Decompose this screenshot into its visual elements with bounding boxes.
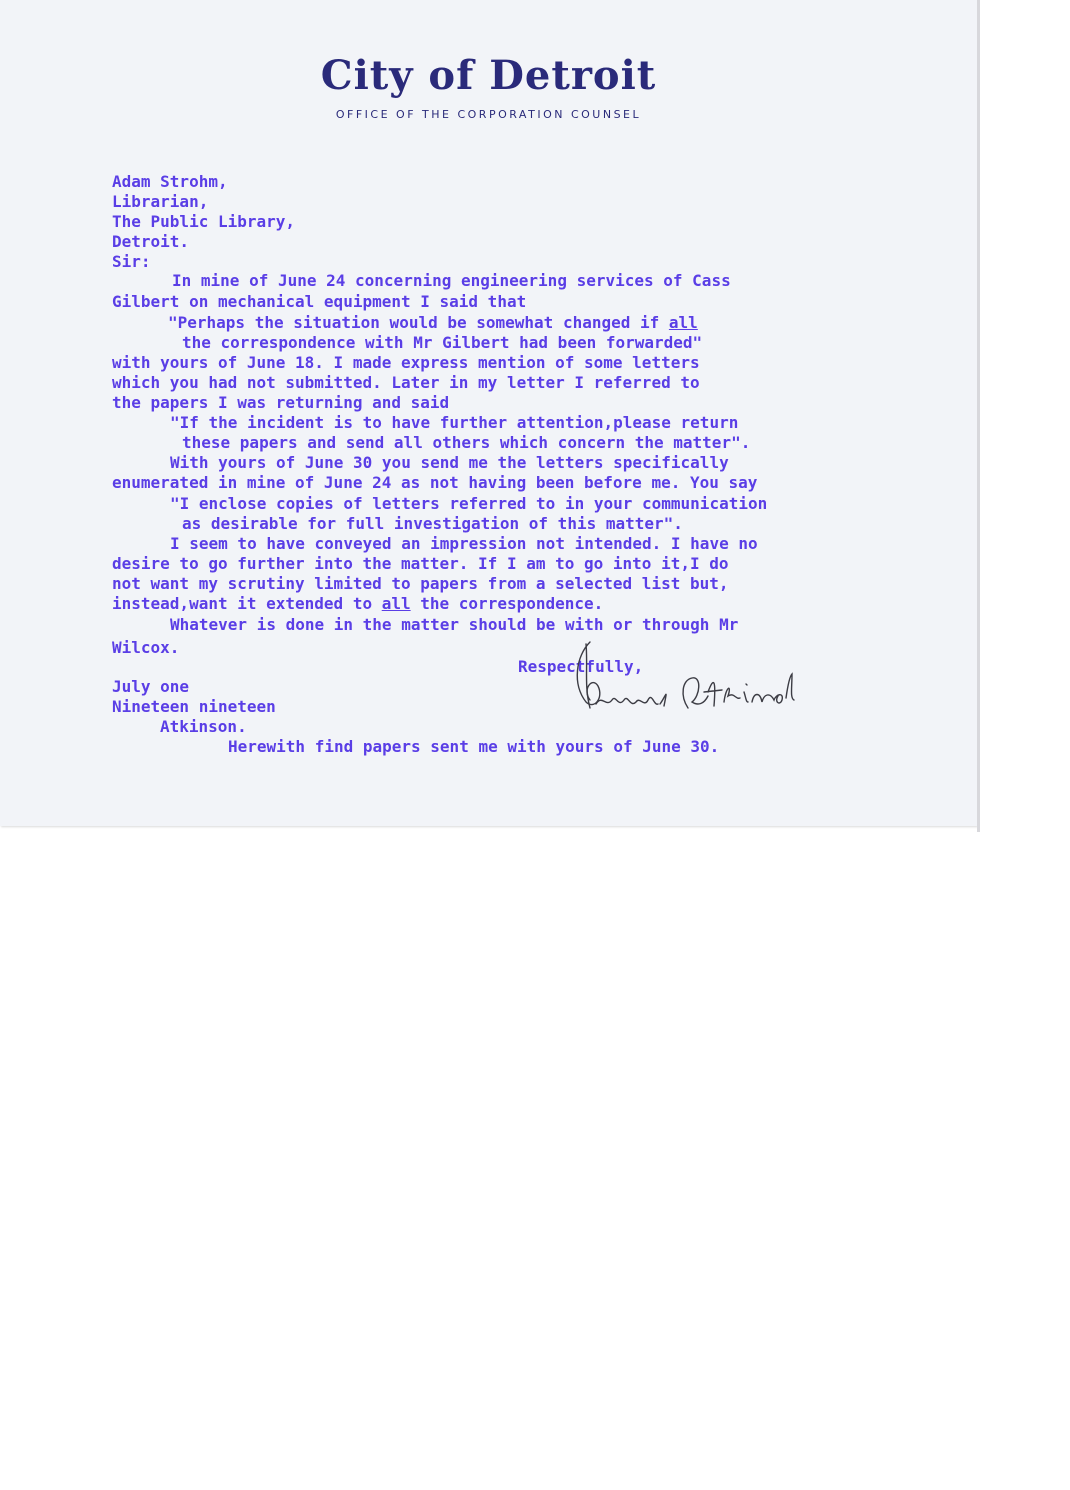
body-line: Gilbert on mechanical equipment I said that xyxy=(112,292,527,311)
initials-line: Atkinson. xyxy=(160,717,247,736)
letterhead-title: City of Detroit xyxy=(320,52,657,99)
date-line: July one xyxy=(112,677,190,696)
underlined-word: all xyxy=(381,594,411,613)
body-line: "If the incident is to have further attention,please return xyxy=(170,413,739,432)
body-line: "I enclose copies of letters referred to in your communication xyxy=(170,494,768,513)
body-line: the papers I was returning and said xyxy=(112,393,450,412)
date-line: Nineteen nineteen xyxy=(112,697,276,716)
closing: Respectfully, xyxy=(518,657,644,676)
body-line: I seem to have conveyed an impression not intended. I have no xyxy=(170,534,758,553)
body-line: Wilcox. xyxy=(112,638,180,657)
body-line: these papers and send all others which concern the matter". xyxy=(182,433,751,452)
address-line-org: The Public Library, xyxy=(112,212,296,231)
body-line: With yours of June 30 you send me the letters specifically xyxy=(170,453,729,472)
body-line: with yours of June 18. I made express mention of some letters xyxy=(112,353,700,372)
letterhead-subtitle: OFFICE OF THE CORPORATION COUNSEL xyxy=(335,108,642,121)
underlined-word: all xyxy=(668,313,698,332)
body-line: which you had not submitted. Later in my letter I referred to xyxy=(112,373,700,392)
body-line xyxy=(112,594,603,614)
handwritten-signature xyxy=(568,636,798,726)
paper-edge xyxy=(977,0,980,832)
body-line: In mine of June 24 concerning engineering services of Cass xyxy=(172,271,731,290)
body-text: instead,want it extended to xyxy=(112,594,382,613)
body-line: desire to go further into the matter. If I am to go into it,I do xyxy=(112,554,729,573)
body-line xyxy=(168,313,698,333)
body-text: "Perhaps the situation would be somewhat changed if xyxy=(168,313,669,332)
body-line: as desirable for full investigation of this matter". xyxy=(182,514,683,533)
body-line: not want my scrutiny limited to papers from a selected list but, xyxy=(112,574,729,593)
body-text: the correspondence. xyxy=(410,594,604,613)
body-line: enumerated in mine of June 24 as not having been before me. You say xyxy=(112,473,758,492)
address-line-city: Detroit. xyxy=(112,232,190,251)
salutation: Sir: xyxy=(112,252,151,271)
postscript: Herewith find papers sent me with yours of June 30. xyxy=(228,737,720,756)
body-line: the correspondence with Mr Gilbert had been forwarded" xyxy=(182,333,703,352)
address-line-title: Librarian, xyxy=(112,192,209,211)
body-line: Whatever is done in the matter should be with or through Mr xyxy=(170,615,739,634)
address-line-name: Adam Strohm, xyxy=(112,172,228,191)
